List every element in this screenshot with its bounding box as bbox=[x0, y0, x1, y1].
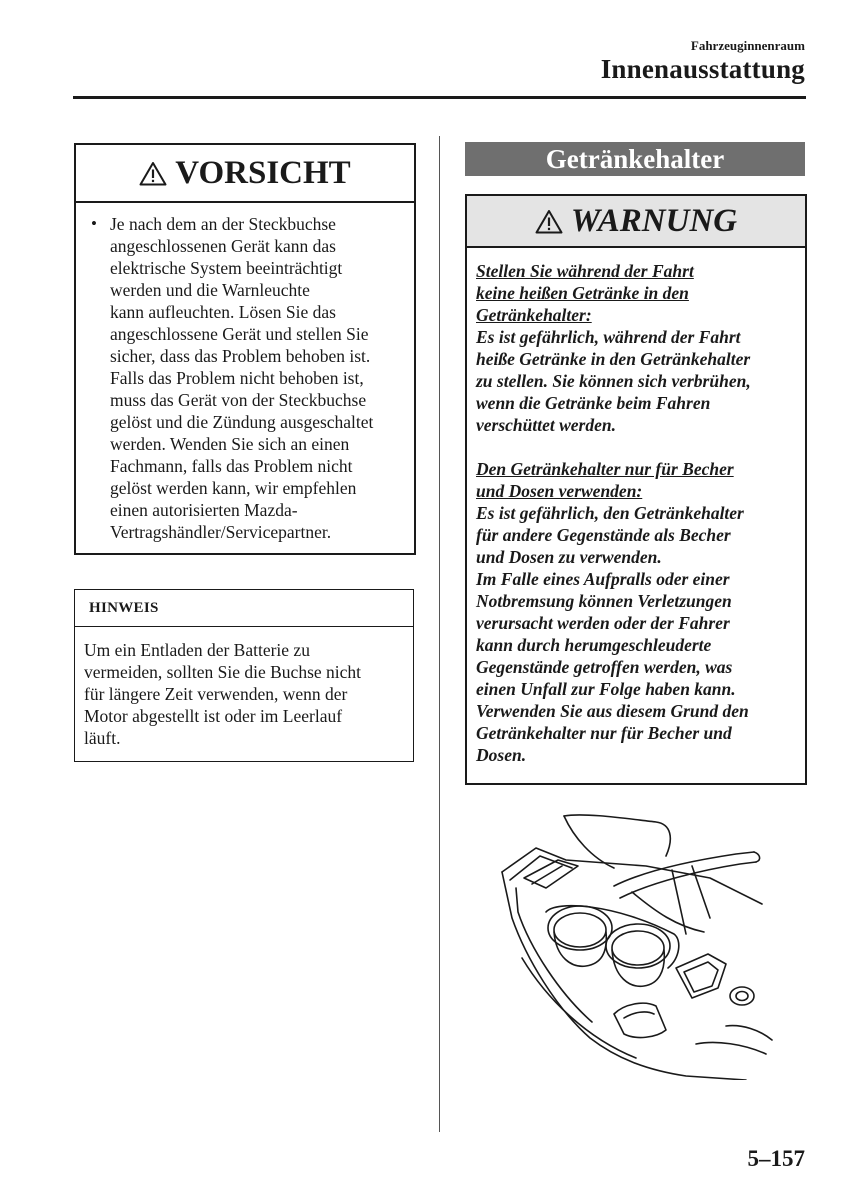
warning-triangle-icon bbox=[535, 209, 563, 234]
warning-line: Gegenstände getroffen werden, was bbox=[476, 657, 733, 677]
caution-line: gelöst werden kann, wir empfehlen bbox=[110, 478, 357, 498]
warning-line: und Dosen zu verwenden. bbox=[476, 547, 662, 567]
caution-header bbox=[76, 145, 414, 203]
caution-line: kann aufleuchten. Lösen Sie das bbox=[110, 302, 336, 322]
caution-line: werden und die Warnleuchte bbox=[110, 280, 310, 300]
warning-line: verschüttet werden. bbox=[476, 415, 616, 435]
column-divider bbox=[439, 136, 440, 1132]
warning-line: heiße Getränke in den Getränkehalter bbox=[476, 349, 751, 369]
caution-line: werden. Wenden Sie sich an einen bbox=[110, 434, 350, 454]
note-line: läuft. bbox=[84, 728, 121, 748]
warning-line: kann durch herumgeschleuderte bbox=[476, 635, 712, 655]
note-body bbox=[75, 627, 413, 749]
warning-line: wenn die Getränke beim Fahren bbox=[476, 393, 711, 413]
warning-heading-line: Stellen Sie während der Fahrt bbox=[476, 261, 694, 281]
header-rule bbox=[73, 96, 806, 99]
section-heading: Getränkehalter bbox=[465, 142, 805, 176]
note-box bbox=[74, 589, 414, 762]
bullet-marker: • bbox=[91, 214, 97, 233]
note-line: Motor abgestellt ist oder im Leerlauf bbox=[84, 706, 343, 726]
caution-line: angeschlossenen Gerät kann das bbox=[110, 236, 336, 256]
caution-line: elektrische System beeinträchtigt bbox=[110, 258, 343, 278]
warning-line: Es ist gefährlich, den Getränkehalter bbox=[476, 503, 744, 523]
warning-line: Im Falle eines Aufpralls oder einer bbox=[476, 569, 730, 589]
warning-heading-line: keine heißen Getränke in den bbox=[476, 283, 689, 303]
center-console-cup-holder-illustration bbox=[496, 808, 778, 1080]
warning-triangle-icon bbox=[139, 161, 167, 186]
warning-line: Verwenden Sie aus diesem Grund den bbox=[476, 701, 749, 721]
warning-body bbox=[467, 248, 805, 766]
warning-line: einen Unfall zur Folge haben kann. bbox=[476, 679, 736, 699]
caution-line: angeschlossene Gerät und stellen Sie bbox=[110, 324, 369, 344]
caution-line: Falls das Problem nicht behoben ist, bbox=[110, 368, 364, 388]
warning-line: Getränkehalter nur für Becher und bbox=[476, 723, 732, 743]
header-section-label: Fahrzeuginnenraum bbox=[690, 38, 805, 53]
caution-line: muss das Gerät von der Steckbuchse bbox=[110, 390, 367, 410]
warning-line: Notbremsung können Verletzungen bbox=[476, 591, 732, 611]
caution-line: Fachmann, falls das Problem nicht bbox=[110, 456, 353, 476]
caution-line: sicher, dass das Problem behoben ist. bbox=[110, 346, 371, 366]
note-header: HINWEIS bbox=[75, 590, 413, 627]
page-title: Innenausstattung bbox=[600, 54, 805, 84]
warning-line: Dosen. bbox=[476, 745, 527, 765]
warning-box bbox=[465, 194, 807, 785]
warning-heading-line: und Dosen verwenden: bbox=[476, 481, 643, 501]
page-number: 5–157 bbox=[747, 1146, 805, 1171]
caution-line: Je nach dem an der Steckbuchse bbox=[110, 214, 336, 234]
caution-body bbox=[76, 203, 414, 543]
caution-box bbox=[74, 143, 416, 555]
note-line: Um ein Entladen der Batterie zu bbox=[84, 640, 310, 660]
warning-line: verursacht werden oder der Fahrer bbox=[476, 613, 730, 633]
note-line: vermeiden, sollten Sie die Buchse nicht bbox=[84, 662, 362, 682]
warning-heading-line: Getränkehalter: bbox=[476, 305, 592, 325]
warning-heading-line: Den Getränkehalter nur für Becher bbox=[476, 459, 734, 479]
note-line: für längere Zeit verwenden, wenn der bbox=[84, 684, 348, 704]
warning-line: zu stellen. Sie können sich verbrühen, bbox=[476, 371, 751, 391]
caution-line: einen autorisierten Mazda- bbox=[110, 500, 298, 520]
caution-title: VORSICHT bbox=[175, 154, 351, 191]
warning-line: Es ist gefährlich, während der Fahrt bbox=[476, 327, 741, 347]
caution-line: Vertragshändler/Servicepartner. bbox=[110, 522, 332, 542]
warning-title: WARNUNG bbox=[570, 202, 738, 239]
paragraph-gap bbox=[476, 436, 797, 458]
warning-header bbox=[467, 196, 805, 248]
caution-line: gelöst und die Zündung ausgeschaltet bbox=[110, 412, 374, 432]
warning-line: für andere Gegenstände als Becher bbox=[476, 525, 731, 545]
